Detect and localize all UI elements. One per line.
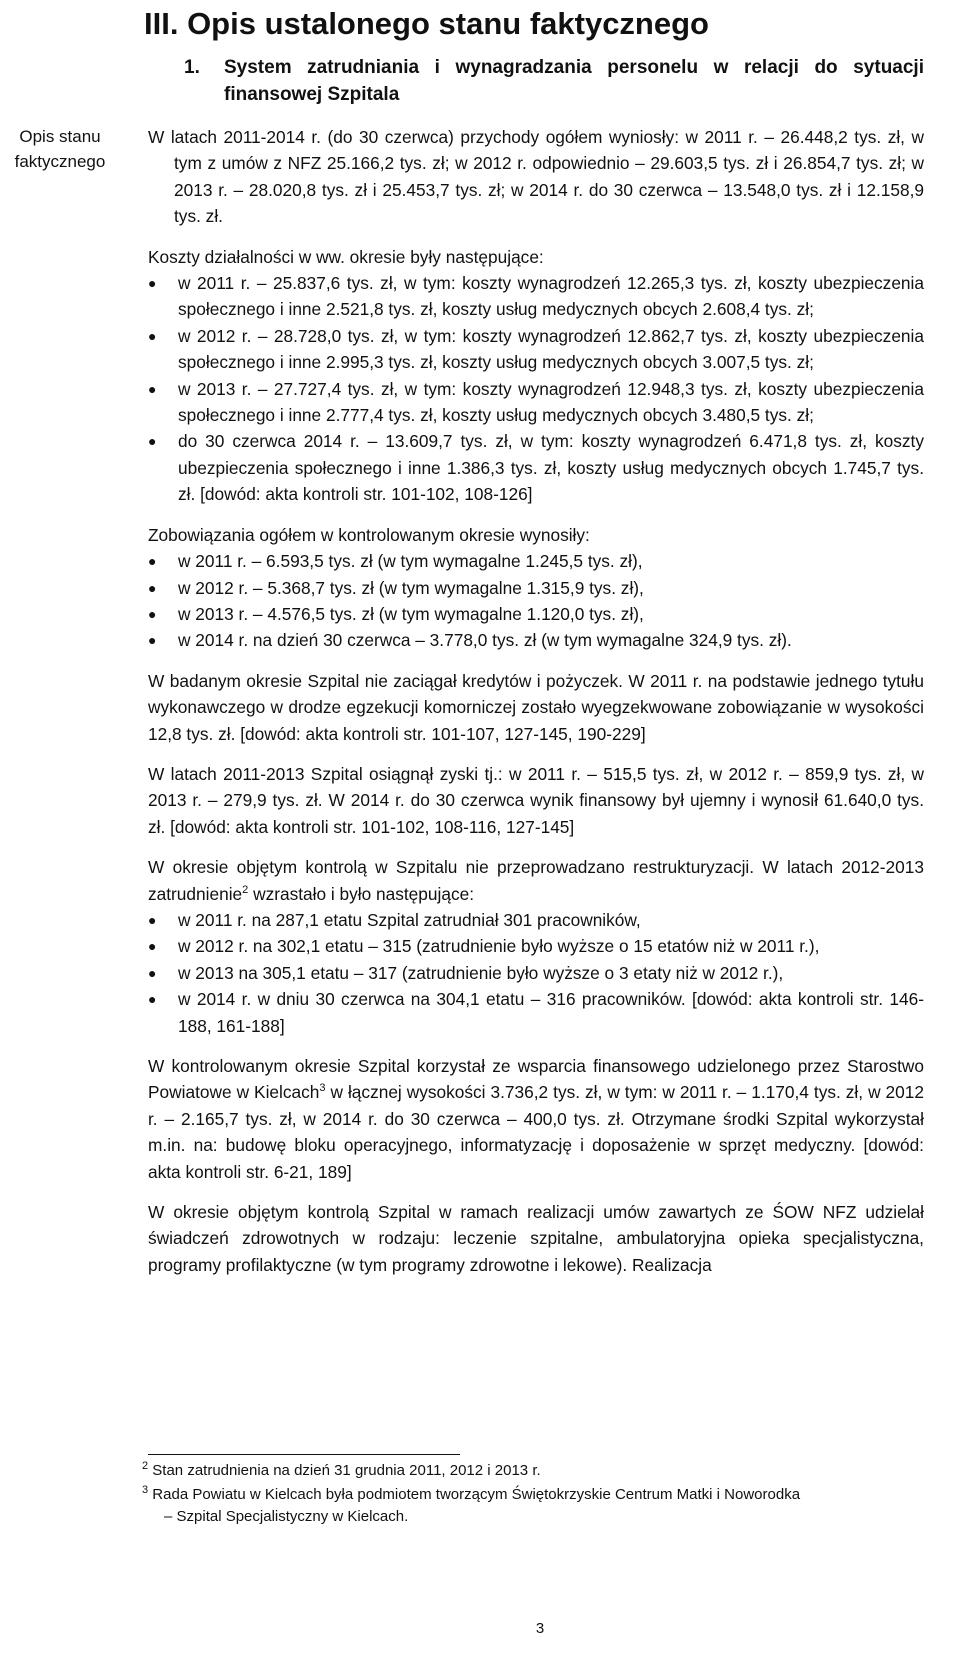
support-text: W kontrolowanym okresie Szpital korzystał ze wsparcia finansowego udzielonego przez Starostwo Powiatowe w Kielcach xyxy=(148,1056,924,1103)
footnote-divider xyxy=(148,1454,460,1455)
employment-intro-text: W okresie objętym kontrolą w Szpitalu nie przeprowadzano restrukturyzacji. W latach 2012-2013 zatrudnienie xyxy=(148,857,924,904)
list-item: ● w 2011 r. – 25.837,6 tys. zł, w tym: koszty wynagrodzeń 12.265,3 tys. zł, koszty ubezpieczenia społecznego i inne 2.521,8 tys. zł, koszty usług medycznych obcych 2.608,4 tys. zł; xyxy=(148,270,924,323)
costs-intro: Koszty działalności w ww. okresie były następujące: xyxy=(148,246,544,267)
revenue-paragraph: W latach 2011-2014 r. (do 30 czerwca) przychody ogółem wyniosły: w 2011 r. – 26.448,2 tys. zł, w tym z umów z NFZ 25.166,2 tys. zł; w 2012 r. odpowiednio – 29.603,5 tys. zł i 26.854,7 tys. zł; w 2013 r. – 28.020,8 tys. zł i 25.453,7 tys. zł; w 2014 r. do 30 czerwca – 13.548,0 tys. zł i 12.158,9 tys. zł. xyxy=(148,127,924,227)
loans-paragraph: W badanym okresie Szpital nie zaciągał kredytów i pożyczek. W 2011 r. na podstawie jednego tytułu wykonawczego w drodze egzekucji komorniczej zostało wyegzekwowane zobowiązanie w wysokości 12,8 tys. zł. [dowód: akta kontroli str. 101-107, 127-145, 190-229] xyxy=(148,670,924,744)
support-text-tail: w łącznej wysokości 3.736,2 tys. zł, w tym: w 2011 r. – 1.170,4 tys. zł, w 2012 r. – 2.165,7 tys. zł, w 2014 r. do 30 czerwca – 400,0 tys. zł. Otrzymane środki Szpital wykorzystał m.in. na: budowę bloku operacyjnego, informatyzację i doposażenie w sprzęt medyczny. [dowód: akta kontroli str. 6-21, 189] xyxy=(148,1082,924,1182)
list-item: ● w 2012 r. na 302,1 etatu – 315 (zatrudnienie było wyższe o 15 etatów niż w 2011 r.), xyxy=(148,933,924,959)
footnote-text: Rada Powiatu w Kielcach była podmiotem tworzącym Świętokrzyskie Centrum Matki i Noworodka xyxy=(152,1486,801,1503)
subsection-title: System zatrudniania i wynagradzania personelu w relacji do sytuacji finansowej Szpitala xyxy=(224,57,924,105)
list-item: ● w 2012 r. – 5.368,7 tys. zł (w tym wymagalne 1.315,9 tys. zł), xyxy=(148,575,924,601)
list-item: ● w 2014 r. na dzień 30 czerwca – 3.778,0 tys. zł (w tym wymagalne 324,9 tys. zł). xyxy=(148,627,924,653)
margin-label: Opis stanu faktycznego xyxy=(14,127,106,171)
subsection-number: 1. xyxy=(184,57,200,78)
liabilities-intro: Zobowiązania ogółem w kontrolowanym okresie wynosiły: xyxy=(148,524,590,545)
services-paragraph: W okresie objętym kontrolą Szpital w ramach realizacji umów zawartych ze ŚOW NFZ udzielał świadczeń zdrowotnych w rodzaju: leczenie szpitalne, ambulatoryjna opieka specjalistyczna, programy profilaktyczne (w tym programy zdrowotne i lekowe). Realizacja xyxy=(148,1202,924,1275)
footnote-mark: 2 xyxy=(142,1460,149,1472)
list-item: ● w 2012 r. – 28.728,0 tys. zł, w tym: koszty wynagrodzeń 12.862,7 tys. zł, koszty ubezpieczenia społecznego i inne 2.995,3 tys. zł, koszty usług medycznych obcych 3.007,5 tys. zł; xyxy=(148,323,924,376)
support-paragraph xyxy=(148,1053,924,1185)
footnote-continuation: – Szpital Specjalistyczny w Kielcach. xyxy=(164,1508,409,1525)
profit-paragraph: W latach 2011-2013 Szpital osiągnął zyski tj.: w 2011 r. – 515,5 tys. zł, w 2012 r. – 859,9 tys. zł, w 2013 r. – 279,9 tys. zł. W 2014 r. do 30 czerwca wynik finansowy był ujemny i wynosił 61.640,0 tys. zł. [dowód: akta kontroli str. 101-102, 108-116, 127-145] xyxy=(148,763,924,837)
liabilities-list xyxy=(148,548,924,654)
list-item: ● w 2014 r. w dniu 30 czerwca na 304,1 etatu – 316 pracowników. [dowód: akta kontroli str. 146-188, 161-188] xyxy=(148,986,924,1039)
subsection-heading xyxy=(184,54,924,108)
list-item: ● w 2013 r. – 27.727,4 tys. zł, w tym: koszty wynagrodzeń 12.948,3 tys. zł, koszty ubezpieczenia społecznego i inne 2.777,4 tys. zł, koszty usług medycznych obcych 3.480,5 tys. zł; xyxy=(148,376,924,429)
footnotes xyxy=(142,1458,924,1530)
list-item: ● w 2011 r. na 287,1 etatu Szpital zatrudniał 301 pracowników, xyxy=(148,907,924,933)
footnote xyxy=(142,1460,924,1482)
list-item: ● w 2013 na 305,1 etatu – 317 (zatrudnienie było wyższe o 3 etaty niż w 2012 r.), xyxy=(148,960,924,986)
list-item: ● do 30 czerwca 2014 r. – 13.609,7 tys. zł, w tym: koszty wynagrodzeń 6.471,8 tys. zł, koszty ubezpieczenia społecznego i inne 1.386,3 tys. zł, koszty usług medycznych obcych 1.745,7 tys. zł. [dowód: akta kontroli str. 101-102, 108-126] xyxy=(148,428,924,507)
section-heading: III. Opis ustalonego stanu faktycznego xyxy=(144,6,709,41)
list-item: ● w 2013 r. – 4.576,5 tys. zł (w tym wymagalne 1.120,0 tys. zł), xyxy=(148,601,924,627)
footnote-mark: 3 xyxy=(142,1484,149,1496)
footnote-text: Stan zatrudnienia na dzień 31 grudnia 2011, 2012 i 2013 r. xyxy=(152,1462,541,1479)
footnote xyxy=(142,1484,924,1528)
page-number: 3 xyxy=(535,1620,545,1637)
employment-intro xyxy=(148,854,924,907)
list-item: ● w 2011 r. – 6.593,5 tys. zł (w tym wymagalne 1.245,5 tys. zł), xyxy=(148,548,924,574)
costs-list xyxy=(148,270,924,508)
footnote-ref-3: 3 xyxy=(319,1082,326,1095)
main-content xyxy=(148,124,924,1292)
employment-list xyxy=(148,907,924,1039)
employment-intro-tail: wzrastało i było następujące: xyxy=(248,883,475,904)
footnote-ref-2: 2 xyxy=(242,883,249,896)
